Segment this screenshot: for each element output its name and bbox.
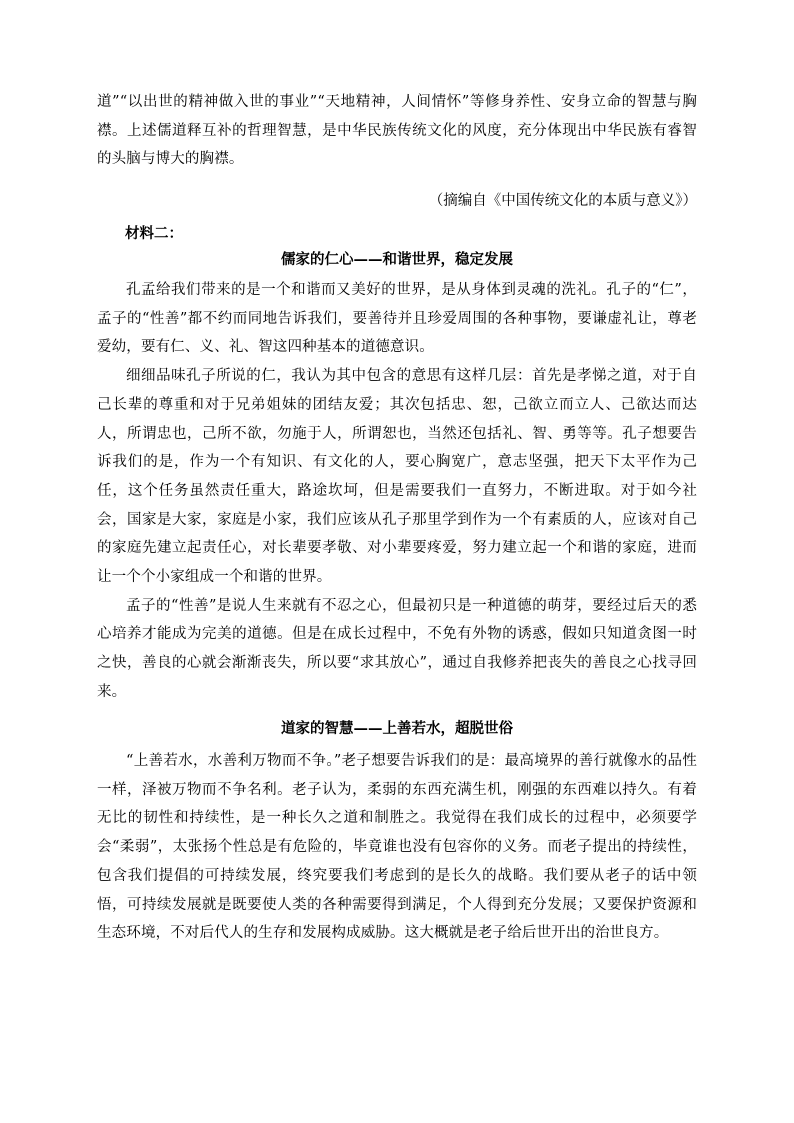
source-note: （摘编自《中国传统文化的本质与意义》）: [428, 193, 697, 209]
section-heading-taoist: 道家的智慧——上善若水，超脱世俗: [281, 720, 513, 737]
section-body-confucian: [97, 276, 697, 707]
material-label: 材料二：: [125, 225, 183, 242]
paragraph: 孔孟给我们带来的是一个和谐而又美好的世界，是从身体到灵魂的洗礼。孔子的“仁”，孟子的“性善”都不约而同地告诉我们，要善待并且珍爱周围的各种事物，要谦虚礼让，尊老爱幼，要有仁、义、礼、智这四种基本的道德意识。: [97, 282, 697, 356]
section-heading-confucian: 儒家的仁心——和谐世界，稳定发展: [281, 251, 513, 268]
paragraph: 孟子的“性善”是说人生来就有不忍之心，但最初只是一种道德的萌芽，要经过后天的悉心培养才能成为完美的道德。但是在成长过程中，不免有外物的诱惑，假如只知道贪图一时之快，善良的心就会渐渐丧失，所以要“求其放心”，通过自我修养把丧失的善良之心找寻回来。: [97, 597, 697, 700]
intro-paragraph: 道”“以出世的精神做入世的事业”“天地精神，人间情怀”等修身养性、安身立命的智慧与胸襟。上述儒道释互补的哲理智慧，是中华民族传统文化的风度，充分体现出中华民族有睿智的头脑与博大的胸襟。: [97, 94, 697, 168]
paragraph: 细细品味孔子所说的仁，我认为其中包含的意思有这样几层：首先是孝悌之道，对于自己长辈的尊重和对于兄弟姐妹的团结友爱；其次包括忠、恕，己欲立而立人、己欲达而达人，所谓忠也，己所不欲，勿施于人，所谓恕也，当然还包括礼、智、勇等等。孔子想要告诉我们的是，作为一个有知识、有文化的人，要心胸宽广，意志坚强，把天下太平作为己任，这个任务虽然责任重大，路途坎坷，但是需要我们一直努力，不断进取。对于如今社会，国家是大家，家庭是小家，我们应该从孔子那里学到作为一个有素质的人，应该对自己的家庭先建立起责任心，对长辈要孝敬、对小辈要疼爱，努力建立起一个和谐的家庭，进而让一个个小家组成一个和谐的世界。: [97, 368, 697, 586]
paragraph: “上善若水，水善利万物而不争。”老子想要告诉我们的是：最高境界的善行就像水的品性一样，泽被万物而不争名利。老子认为，柔弱的东西充满生机，刚强的东西难以持久。有着无比的韧性和持续性，是一种长久之道和制胜之。我觉得在我们成长的过程中，必须要学会“柔弱”，太张扬个性总是有危险的，毕竟谁也没有包容你的义务。而老子提出的持续性，包含我们提倡的可持续发展，终究要我们考虑到的是长久的战略。我们要从老子的话中领悟，可持续发展就是既要使人类的各种需要得到满足，个人得到充分发展；又要保护资源和生态环境，不对后代人的生存和发展构成威胁。这大概就是老子给后世开出的治世良方。: [97, 753, 697, 942]
section-body-taoist: [97, 747, 697, 948]
